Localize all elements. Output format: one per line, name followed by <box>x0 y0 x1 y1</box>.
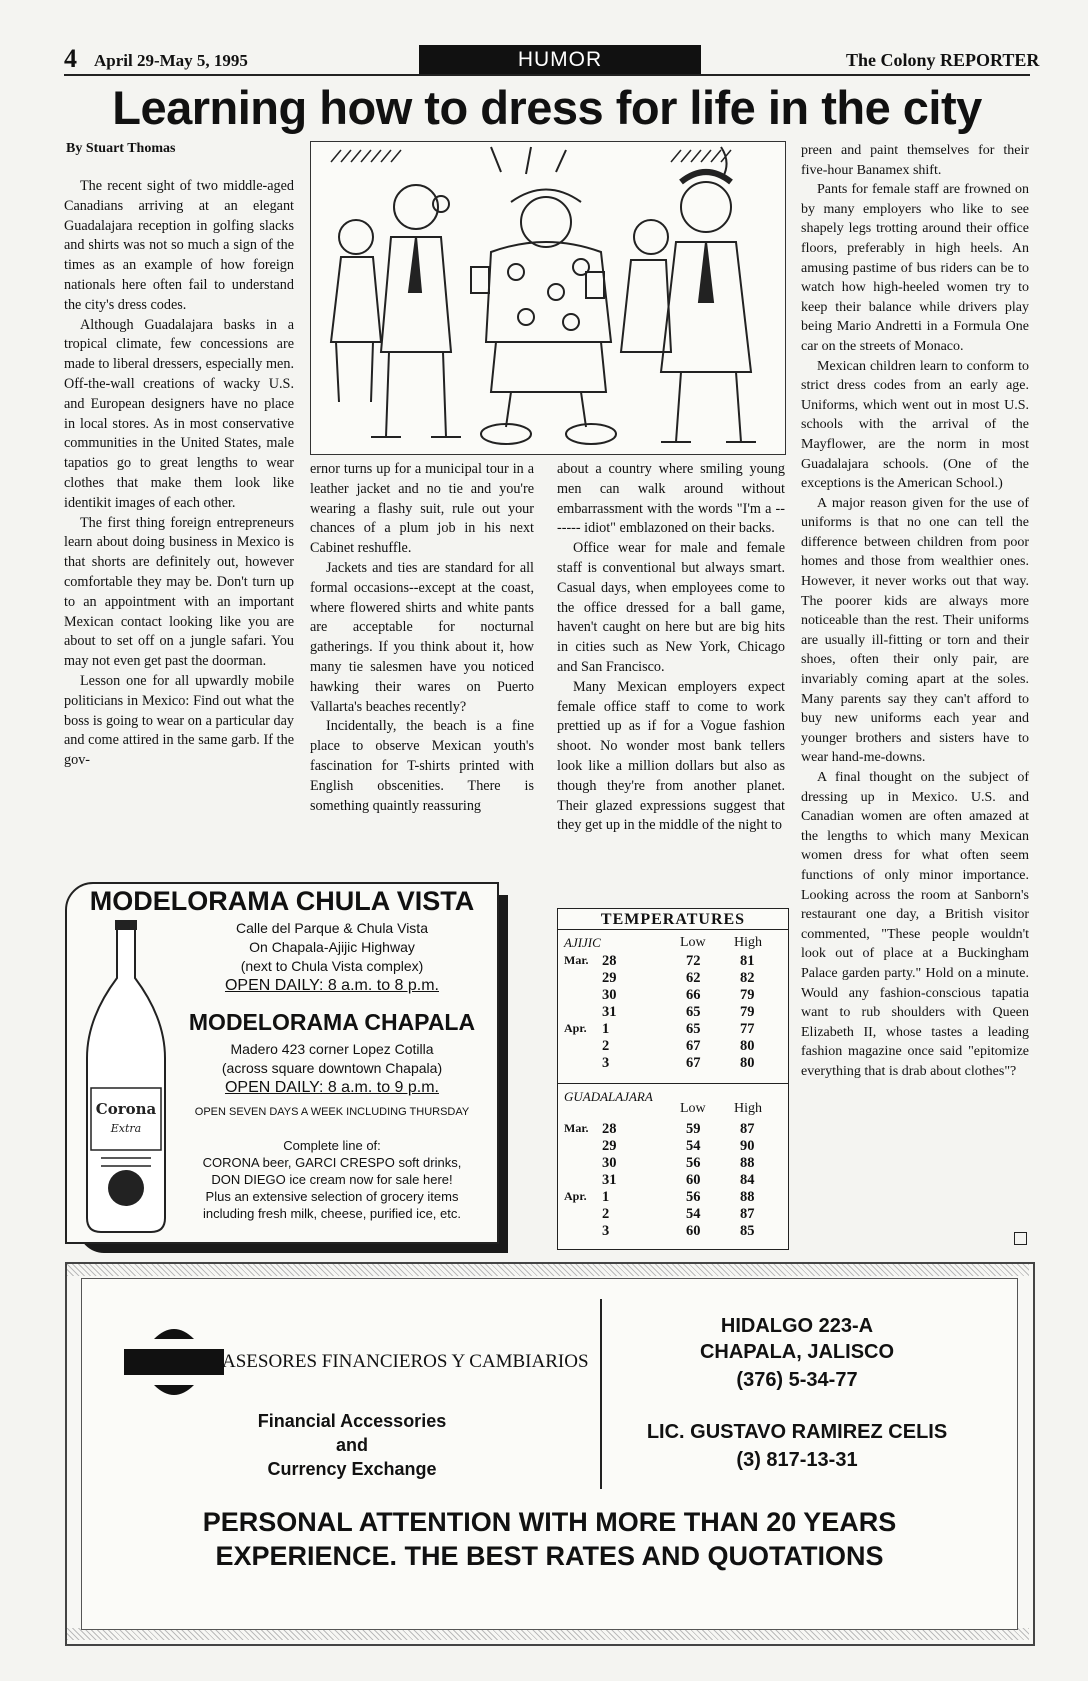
ad-products: Complete line of: <box>283 1138 381 1153</box>
temp-day: 1 <box>602 1021 610 1037</box>
temperature-row <box>558 1172 788 1189</box>
city-name: GUADALAJARA <box>564 1089 653 1104</box>
temp-low: 60 <box>686 1172 701 1188</box>
paragraph: Mexican children learn to conform to strict dress codes from an early age. Uniforms, which went out in most U.S. schools with the arrival of the Mayflower, are the norm in most Guadalajara schools. (One of the exceptions is the American School.) <box>801 358 1029 492</box>
temp-day: 31 <box>602 1172 617 1188</box>
contact-name: LIC. GUSTAVO RAMIREZ CELIS <box>646 1421 948 1443</box>
temp-high: 77 <box>740 1021 755 1037</box>
article-headline: Learning how to dress for life in the city <box>112 81 982 134</box>
temp-high: 84 <box>740 1172 755 1188</box>
temp-low: 67 <box>686 1055 701 1071</box>
article-column-1 <box>64 177 294 771</box>
temperature-row <box>558 987 788 1004</box>
temp-month: Apr. <box>564 1189 587 1203</box>
service-line: Currency Exchange <box>267 1459 437 1479</box>
vertical-divider <box>600 1299 602 1489</box>
ad-open-note: OPEN SEVEN DAYS A WEEK INCLUDING THURSDAY <box>194 1106 470 1118</box>
paragraph: ernor turns up for a municipal tour in a leather jacket and no tie and you're wearing a flashy suit, rule out your chances of a plum job in his next Cabinet reshuffle. <box>310 461 534 557</box>
temp-high: 85 <box>740 1223 755 1239</box>
temp-day: 31 <box>602 1004 617 1020</box>
temp-day: 29 <box>602 1138 617 1154</box>
ad-address: Calle del Parque & Chula Vista <box>236 920 428 936</box>
page-number: 4 <box>64 44 77 73</box>
temp-low: 54 <box>686 1206 701 1222</box>
temp-day: 28 <box>602 953 617 969</box>
ad-inner-panel <box>81 1278 1018 1630</box>
end-mark-icon <box>1014 1232 1027 1245</box>
paragraph: Office wear for male and female staff is conventional but always smart. Casual days, when employees come to the office dressed for a ball game, haven't caught on here but are big hits in cities such as New York, Chicago and San Francisco. <box>557 540 785 675</box>
temp-month: Mar. <box>564 953 589 967</box>
section-banner: HUMOR <box>419 45 701 74</box>
paragraph: Many Mexican employers expect female office staff to come to work prettied up as if for a Vogue fashion shoot. No wonder most bank tellers look like a million dollars but also as though they're from another planet. Their glazed expressions suggest that they get up in the middle of the night to <box>557 678 785 834</box>
service-line: and <box>335 1435 368 1455</box>
temperature-row <box>558 1121 788 1138</box>
ad-address: (next to Chula Vista complex) <box>240 958 424 974</box>
temperature-row <box>558 1055 788 1072</box>
paragraph: A final thought on the subject of dressing up in Mexico. U.S. and Canadian women are often amazed at the lengths to which many Mexican women dress for what often seem functions of only minor importance. Looking across the room at Sanborn's restaurant one day, a British visitor commented, "These people wouldn't look out of place at a Buckingham Palace garden party." Hold on a minute. Would any fashion-conscious tapatia want to rub shoulders with Queen Elizabeth II, whose tastes a leading fashion magazine once said "epitomize everything that is drab about clothes"? <box>801 770 1029 1079</box>
temp-high: 79 <box>740 987 755 1003</box>
slogan-line: EXPERIENCE. THE BEST RATES AND QUOTATIONS <box>215 1541 884 1571</box>
paragraph: The recent sight of two middle-aged Canadians arriving at an elegant Guadalajara reception in golfing slacks and shirts was not so much a sign of the times as an example of how foreign nationals here often fail to understand the city's dress codes. <box>64 178 294 313</box>
temperature-row <box>558 953 788 970</box>
temp-high: 90 <box>740 1138 755 1154</box>
address-line: HIDALGO 223-A <box>720 1315 874 1337</box>
city-name: AJIJIC <box>564 935 601 950</box>
temp-low: 56 <box>686 1155 701 1171</box>
paragraph: Incidentally, the beach is a fine place to observe Mexican youth's fascination for T-shirts printed with English obscenities. There is something quaintly reassuring <box>310 718 534 814</box>
svg-text:Corona: Corona <box>95 1100 157 1118</box>
temp-high: 88 <box>740 1189 755 1205</box>
temp-day: 1 <box>602 1189 610 1205</box>
company-name: ASESORES FINANCIEROS Y CAMBIARIOS <box>222 1351 589 1372</box>
temperatures-title: TEMPERATURES <box>558 911 788 930</box>
temp-low: 59 <box>686 1121 701 1137</box>
temperature-row <box>558 1021 788 1038</box>
ad-products: including fresh milk, cheese, purified ice, etc. <box>203 1206 461 1221</box>
temp-high: 82 <box>740 970 755 986</box>
temperature-row <box>558 970 788 987</box>
temp-day: 30 <box>602 1155 617 1171</box>
paragraph: A major reason given for the use of uniforms is that no one can tell the difference between children from poor homes and those from wealthier ones. However, it never works out that way. The poorer kids are always more noticeable than the rest. Their uniforms are usually ill-fitting or torn and their shoes, often their only pair, are invariably coming apart at the soles. Many parents say they can't afford to buy new uniforms each year and younger brothers and sisters have to wear hand-me-downs. <box>801 495 1029 766</box>
temperature-row <box>558 1223 788 1240</box>
temp-high: 87 <box>740 1121 755 1137</box>
temp-high: 80 <box>740 1055 755 1071</box>
temp-day: 30 <box>602 987 617 1003</box>
temp-high: 88 <box>740 1155 755 1171</box>
service-line: Financial Accessories <box>257 1411 447 1431</box>
paragraph: about a country where smiling young men can walk around without embarrassment with the words "I'm a ------- idiot" emblazoned on their backs. <box>557 461 785 537</box>
temperature-row <box>558 1206 788 1223</box>
low-header: Low <box>680 935 706 950</box>
ad-products: CORONA beer, GARCI CRESPO soft drinks, <box>202 1155 462 1170</box>
article-byline: By Stuart Thomas <box>66 141 176 156</box>
ad-products: Plus an extensive selection of grocery items <box>205 1189 459 1204</box>
temperature-row <box>558 1189 788 1206</box>
header-rule <box>64 74 1030 76</box>
temperatures-table <box>557 908 789 1250</box>
ad-title-chapala: MODELORAMA CHAPALA <box>188 1009 476 1035</box>
paragraph: The first thing foreign entrepreneurs learn about doing business in Mexico is that shorts are definitely out, however comfortable they may be. Don't turn up to an appointment with an important Mexican contact looking like you are about to set off on a jungle safari. You may not even get past the doorman. <box>64 514 294 670</box>
temperature-row <box>558 1038 788 1055</box>
temp-low: 62 <box>686 970 701 986</box>
modelorama-ad <box>65 882 499 1244</box>
temp-low: 54 <box>686 1138 701 1154</box>
article-column-3 <box>557 460 785 836</box>
paragraph: Pants for female staff are frowned on by many employers who like to see shapely legs trotting around their office floors, preferably in high heels. An amusing pastime of bus riders can be to watch how high-heeled women try to keep their balance while drivers play being Mario Andretti in a Formula One car on the streets of Monaco. <box>801 182 1029 354</box>
article-column-2 <box>310 460 534 816</box>
temp-day: 2 <box>602 1038 610 1054</box>
ad-address: Madero 423 corner Lopez Cotilla <box>230 1041 434 1057</box>
temp-day: 2 <box>602 1206 610 1222</box>
newspaper-name: The Colony REPORTER <box>846 50 1040 70</box>
cartoon-drawing <box>311 142 785 454</box>
temp-high: 87 <box>740 1206 755 1222</box>
ad-hours: OPEN DAILY: 8 a.m. to 9 p.m. <box>224 1079 439 1096</box>
temp-low: 65 <box>686 1021 701 1037</box>
temperature-row <box>558 1155 788 1172</box>
temp-low: 72 <box>686 953 701 969</box>
temp-low: 66 <box>686 987 701 1003</box>
temp-high: 80 <box>740 1038 755 1054</box>
temp-low: 67 <box>686 1038 701 1054</box>
phone-number: (376) 5-34-77 <box>736 1369 858 1391</box>
temperature-row <box>558 1138 788 1155</box>
ad-title-chula-vista: MODELORAMA CHULA VISTA <box>89 886 475 916</box>
temperature-row <box>558 1004 788 1021</box>
temp-low: 60 <box>686 1223 701 1239</box>
temp-low: 56 <box>686 1189 701 1205</box>
high-header: High <box>734 1101 762 1116</box>
article-column-4 <box>801 141 1029 1082</box>
temp-day: 28 <box>602 1121 617 1137</box>
issue-date: April 29-May 5, 1995 <box>94 51 248 70</box>
ad-address: On Chapala-Ajijic Highway <box>249 939 415 955</box>
currency-exchange-ad <box>65 1262 1035 1646</box>
ad-address: (across square downtown Chapala) <box>221 1060 443 1076</box>
cartoon-illustration <box>310 141 786 455</box>
temp-month: Apr. <box>564 1021 587 1035</box>
ad-hours: OPEN DAILY: 8 a.m. to 8 p.m. <box>224 977 439 994</box>
temp-day: 29 <box>602 970 617 986</box>
svg-text:Extra: Extra <box>110 1122 142 1135</box>
slogan-line: PERSONAL ATTENTION WITH MORE THAN 20 YEARS <box>202 1507 897 1537</box>
temp-high: 79 <box>740 1004 755 1020</box>
temp-day: 3 <box>602 1223 610 1239</box>
border-hatch <box>67 1264 1029 1276</box>
low-header: Low <box>680 1101 706 1116</box>
high-header: High <box>734 935 762 950</box>
temp-month: Mar. <box>564 1121 589 1135</box>
company-logo-icon <box>124 1319 224 1409</box>
paragraph: Lesson one for all upwardly mobile politicians in Mexico: Find out what the boss is going to wear on a particular day and come attired in the same garb. If the gov- <box>64 672 294 769</box>
temp-low: 65 <box>686 1004 701 1020</box>
phone-number: (3) 817-13-31 <box>736 1449 858 1471</box>
ad-products: DON DIEGO ice cream now for sale here! <box>211 1172 453 1187</box>
temp-high: 81 <box>740 953 755 969</box>
beer-bottle-icon <box>81 918 171 1236</box>
paragraph: Although Guadalajara basks in a tropical climate, few concessions are made to liberal dressers, especially men. Off-the-wall creations of wacky U.S. and European designers have no place in local stores. As in most conservative communities in the United States, male tapatios go to great lengths to wear clothes that make them look like identikit images of each other. <box>64 316 294 511</box>
address-line: CHAPALA, JALISCO <box>699 1341 895 1363</box>
temp-day: 3 <box>602 1055 610 1071</box>
paragraph: preen and paint themselves for their five-hour Banamex shift. <box>801 143 1029 178</box>
paragraph: Jackets and ties are standard for all formal occasions--except at the coast, where flowered shirts and white pants are acceptable for nocturnal gatherings. If you think about it, how many tie salesmen have you noticed hawking their wares on Puerto Vallarta's beaches recently? <box>310 559 534 715</box>
